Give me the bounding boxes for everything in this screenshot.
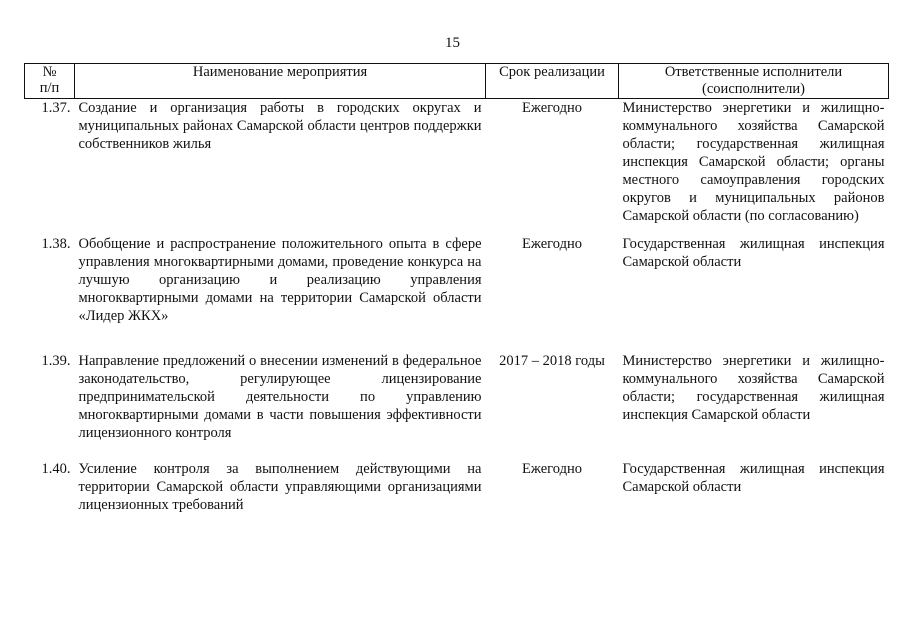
row-activity-name: Усиление контроля за выполнением действующими на территории Самарской области управляющими организациями лицензионных требований (78, 461, 482, 513)
row-responsible: Министерство энергетики и жилищно-коммунального хозяйства Самарской области; государственная жилищная инспекция Самарской области; органы местного самоуправления городских округов и муниципальных районов Самарской области (по согласованию) (622, 100, 885, 224)
row-number: 1.37. (41, 100, 71, 116)
row-term: Ежегодно (522, 100, 582, 116)
row-number: 1.38. (41, 236, 71, 252)
row-term: Ежегодно (522, 236, 582, 252)
header-responsible-title: Ответственные исполнители (664, 64, 843, 80)
header-number-symbol: № (42, 64, 57, 80)
row-activity-name: Направление предложений о внесении изменений в федеральное законодательство, регулирующее лицензирование предпринимательской деятельности по управлению многоквартирными домами в части повышения эффективности лицензионного контроля (78, 353, 482, 441)
header-term: Срок реализации (486, 64, 619, 99)
row-responsible: Государственная жилищная инспекция Самарской области (622, 461, 885, 495)
row-responsible: Министерство энергетики и жилищно-коммунального хозяйства Самарской области; государственная жилищная инспекция Самарской области (622, 353, 885, 423)
row-number: 1.39. (41, 353, 71, 369)
header-number (25, 64, 75, 99)
row-term: Ежегодно (522, 461, 582, 477)
header-activity-name: Наименование мероприятия (75, 64, 486, 99)
row-activity-name: Создание и организация работы в городских округах и муниципальных районах Самарской области центров поддержки собственников жилья (78, 100, 482, 152)
row-term: 2017 – 2018 годы (499, 353, 605, 369)
page-number: 15 (445, 35, 460, 51)
activities-table (24, 63, 889, 520)
table-header-row (25, 64, 889, 99)
header-responsible (619, 64, 889, 99)
table-row (25, 235, 889, 352)
row-number: 1.40. (41, 461, 71, 477)
row-activity-name: Обобщение и распространение положительного опыта в сфере управления многоквартирными домами, проведение конкурса на лучшую организацию и реализацию управления многоквартирными домами на территории Самарской области «Лидер ЖКХ» (78, 236, 482, 324)
table-row (25, 352, 889, 460)
header-number-abbrev: п/п (39, 80, 60, 96)
table-row (25, 99, 889, 236)
row-responsible: Государственная жилищная инспекция Самарской области (622, 236, 885, 270)
table-row (25, 460, 889, 520)
header-responsible-co: (соисполнители) (702, 81, 805, 97)
